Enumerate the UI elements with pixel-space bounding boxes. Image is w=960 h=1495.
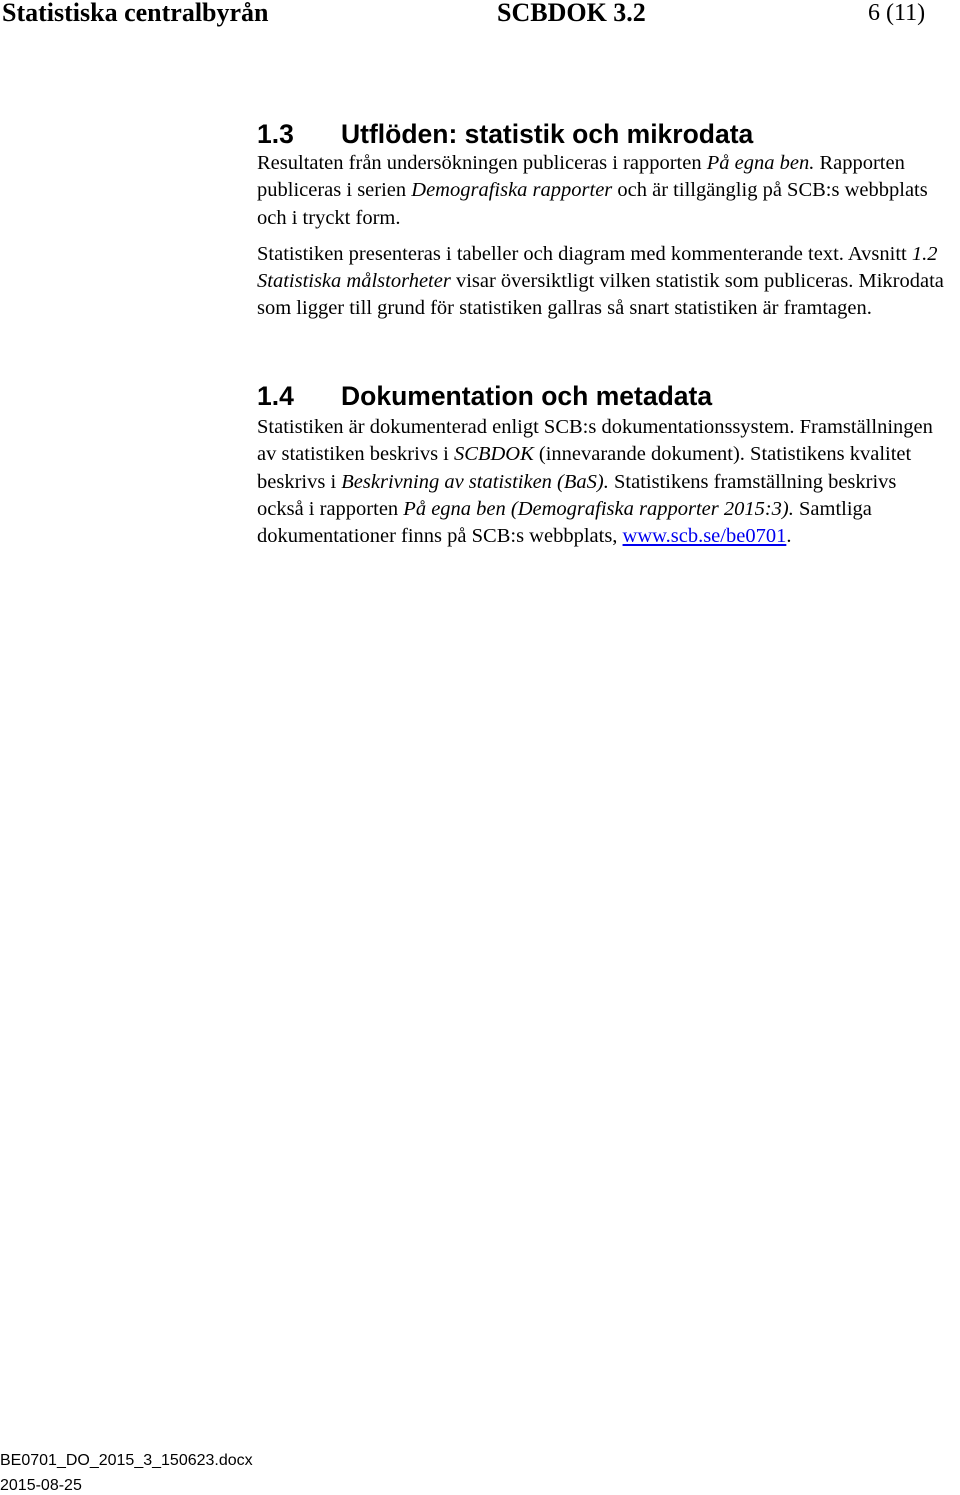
text-run: Statistikens framställning beskrivs också i rapporten bbox=[257, 470, 897, 520]
organization-name: Statistiska centralbyrån bbox=[2, 0, 269, 27]
website-link[interactable]: www.scb.se/be0701 bbox=[622, 525, 787, 548]
italic-reference: SCBDOK bbox=[454, 443, 534, 466]
section-title: Dokumentation och metadata bbox=[341, 381, 713, 411]
italic-reference: 1.2 Statistiska målstorheter bbox=[257, 242, 938, 293]
footer-filename: BE0701_DO_2015_3_150623.docx bbox=[0, 1452, 253, 1469]
text-run: Statistiken presenteras i tabeller och diagram med kommenterande text. Avsnitt bbox=[257, 242, 912, 265]
text-run: Statistiken är dokumenterad enligt SCB:s dokumentationssystem. Framställningen av statistiken beskrivs i bbox=[257, 416, 933, 466]
paragraph bbox=[257, 414, 947, 550]
text-run: Resultaten från undersökningen publiceras i rapporten bbox=[257, 152, 707, 174]
section-1-3 bbox=[257, 118, 947, 323]
section-heading bbox=[257, 118, 947, 150]
section-number: 1.3 bbox=[257, 119, 294, 149]
text-run: och är tillgänglig på SCB:s webbplats och i tryckt form. bbox=[257, 179, 928, 229]
page-header bbox=[0, 0, 960, 34]
paragraph bbox=[257, 241, 947, 323]
text-run: Rapporten publiceras i serien bbox=[257, 152, 905, 202]
italic-reference: På egna ben (Demografiska rapporter 2015:3). bbox=[403, 497, 794, 520]
document-id: SCBDOK 3.2 bbox=[497, 0, 646, 27]
text-run: (innevarande dokument). Statistikens kvalitet beskrivs i bbox=[257, 443, 912, 493]
section-title: Utflöden: statistik och mikrodata bbox=[341, 119, 754, 149]
text-run: . bbox=[786, 525, 792, 548]
italic-title: På egna ben. bbox=[706, 152, 815, 174]
section-number: 1.4 bbox=[257, 381, 294, 411]
footer-date: 2015-08-25 bbox=[0, 1477, 82, 1494]
paragraph bbox=[257, 150, 947, 232]
text-run: visar översiktligt vilken statistik som publiceras. Mikrodata som ligger till grund för statistiken gallras så snart statistiken är framtagen. bbox=[257, 270, 944, 320]
italic-reference: Beskrivning av statistiken (BaS). bbox=[341, 470, 609, 493]
text-run: Samtliga dokumentationer finns på SCB:s webbplats, bbox=[257, 497, 872, 548]
section-heading bbox=[257, 380, 947, 412]
italic-series: Demografiska rapporter bbox=[411, 179, 613, 202]
page-number: 6 (11) bbox=[868, 0, 926, 26]
section-1-4 bbox=[257, 380, 947, 550]
